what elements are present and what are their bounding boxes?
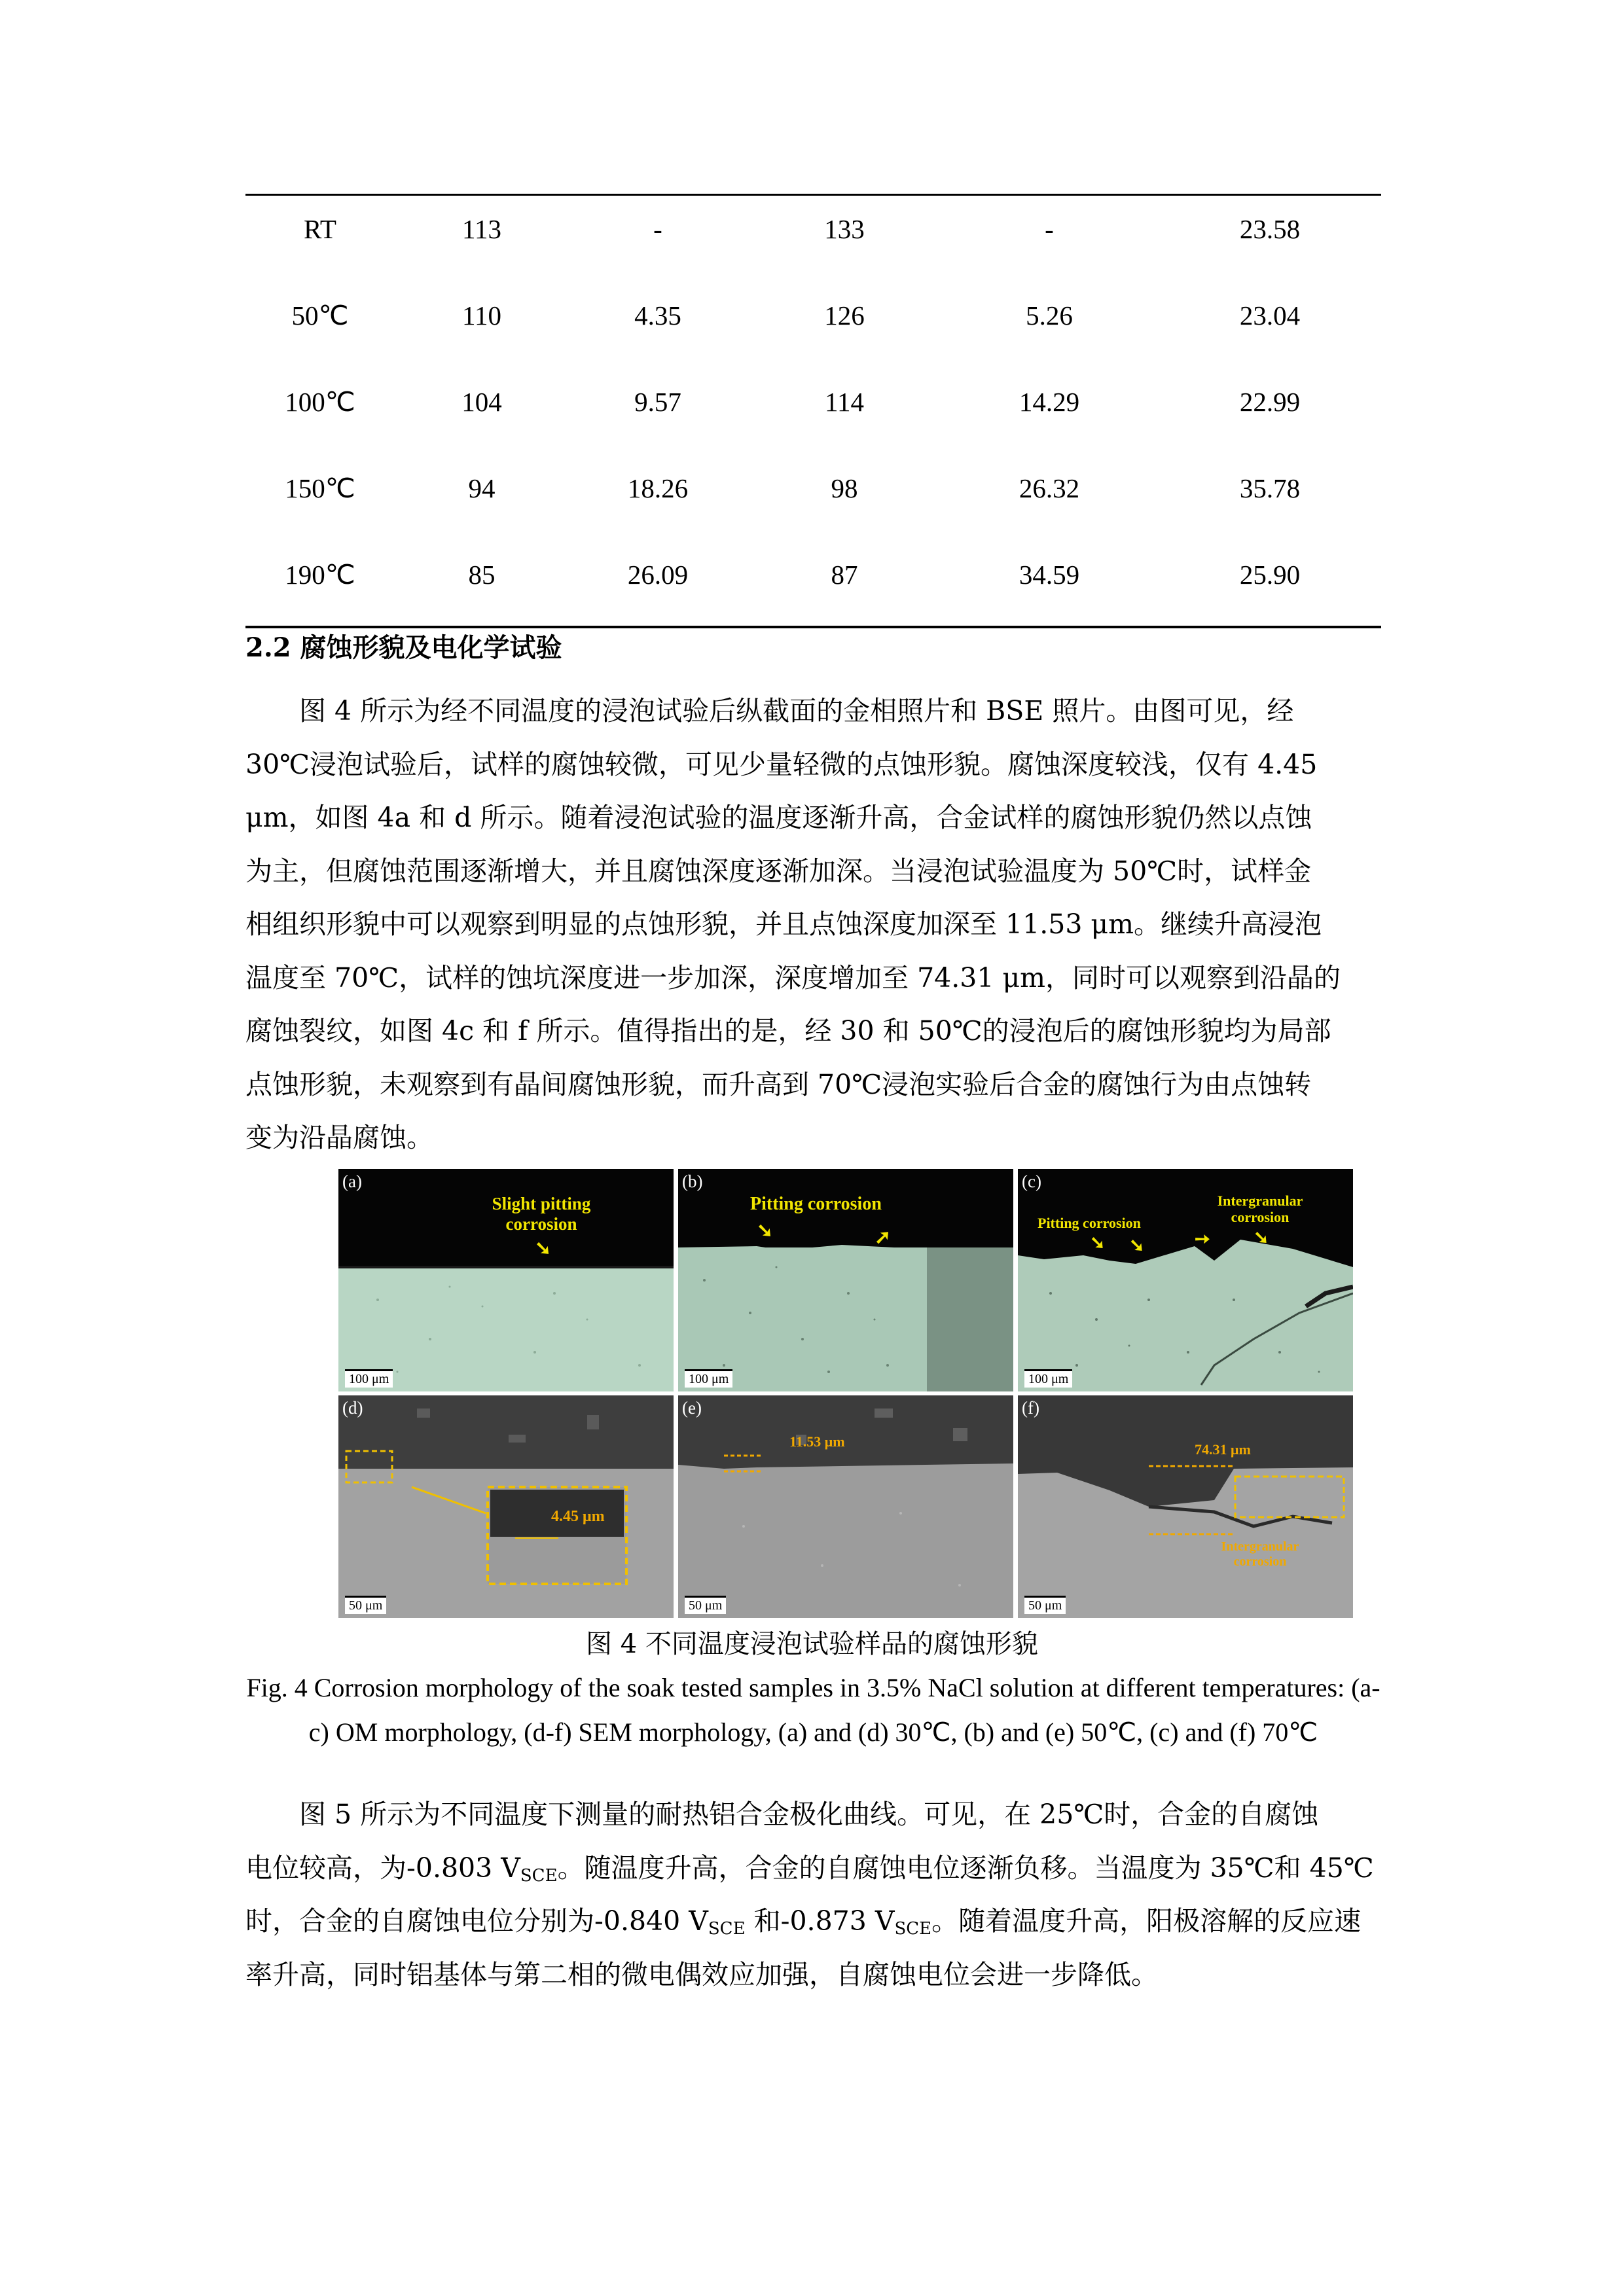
- table-cell: 100℃: [285, 387, 355, 417]
- scale-bar: 50 μm: [345, 1596, 386, 1614]
- table-cell: -: [1045, 214, 1054, 244]
- micrograph-d: [338, 1395, 674, 1618]
- scale-bar: 50 μm: [1024, 1596, 1066, 1614]
- figure-4: [338, 1169, 1353, 1621]
- table-cell: 14.29: [1019, 387, 1080, 417]
- table-cell: -: [653, 214, 662, 244]
- micrograph-e: [678, 1395, 1013, 1618]
- scale-bar: 100 μm: [685, 1369, 732, 1388]
- arrow-icon: ➘: [1254, 1228, 1269, 1248]
- table-cell: 85: [468, 560, 496, 590]
- paragraph-2: [245, 1788, 1381, 2001]
- paragraph-line: 30℃浸泡试验后，试样的腐蚀较微，可见少量轻微的点蚀形貌。腐蚀深度较浅，仅有 4.45: [245, 748, 1318, 780]
- arrow-icon: ➚: [875, 1227, 892, 1248]
- panel-e-sem-image: [678, 1395, 1013, 1618]
- table-row: [245, 469, 1381, 508]
- table-cell: 4.35: [634, 300, 681, 331]
- table-cell: 190℃: [285, 560, 355, 590]
- depth-label: 74.31 μm: [1195, 1441, 1251, 1458]
- table-row: [245, 296, 1381, 335]
- annotation: Intergranular corrosion: [1217, 1193, 1303, 1226]
- arrow-icon: ➘: [535, 1238, 552, 1259]
- paragraph-line: 相组织形貌中可以观察到明显的点蚀形貌，并且点蚀深度加深至 11.53 μm。继续升高浸泡: [245, 908, 1322, 940]
- panel-c-om-image: [1018, 1169, 1353, 1391]
- paragraph-line: 图 4 所示为经不同温度的浸泡试验后纵截面的金相照片和 BSE 照片。由图可见，经: [299, 695, 1294, 726]
- panel-label: (c): [1022, 1172, 1041, 1191]
- paragraph-line: 率升高，同时铝基体与第二相的微电偶效应加强，自腐蚀电位会进一步降低。: [245, 1958, 1158, 1990]
- table-cell: 50℃: [291, 300, 349, 331]
- scale-bar: 100 μm: [1024, 1369, 1072, 1388]
- panel-d-sem-image: [338, 1395, 674, 1618]
- paragraph-line: 点蚀形貌，未观察到有晶间腐蚀形貌，而升高到 70℃浸泡实验后合金的腐蚀行为由点蚀转: [245, 1068, 1312, 1100]
- table-cell: 98: [831, 473, 858, 503]
- text-run: 时，合金的自腐蚀电位分别为-0.840 V: [245, 1905, 708, 1937]
- table-cell: 94: [468, 473, 496, 503]
- panel-label: (a): [342, 1172, 362, 1191]
- annotation: Intergranular corrosion: [1221, 1539, 1299, 1569]
- subscript: SCE: [520, 1865, 558, 1886]
- paragraph-line: 为主，但腐蚀范围逐渐增大，并且腐蚀深度逐渐加深。当浸泡试验温度为 50℃时，试样金: [245, 855, 1312, 887]
- subscript: SCE: [894, 1919, 932, 1939]
- paragraph-line: 腐蚀裂纹，如图 4c 和 f 所示。值得指出的是，经 30 和 50℃的浸泡后的腐蚀形貌均为局部: [245, 1015, 1331, 1047]
- panel-b-om-image: [678, 1169, 1013, 1391]
- table-cell: 104: [461, 387, 502, 417]
- table-cell: 18.26: [627, 473, 689, 503]
- table-row: [245, 382, 1381, 422]
- text-run: 和-0.873 V: [745, 1905, 895, 1937]
- text-run: 电位较高，为-0.803 V: [245, 1852, 520, 1884]
- table-cell: 25.90: [1239, 560, 1301, 590]
- table-cell: 113: [462, 214, 501, 244]
- annotation: Slight pitting corrosion: [492, 1194, 591, 1234]
- table-cell: RT: [304, 214, 336, 244]
- subscript: SCE: [708, 1919, 746, 1939]
- section-heading: 2.2 腐蚀形貌及电化学试验: [245, 632, 562, 663]
- paragraph-line: [245, 1842, 1381, 1895]
- figure-caption-cn: 图 4 不同温度浸泡试验样品的腐蚀形貌: [586, 1629, 1038, 1659]
- table-cell: 5.26: [1026, 300, 1073, 331]
- table-row: [245, 209, 1381, 249]
- table-cell: 110: [462, 300, 501, 331]
- figure-caption-en: Fig. 4 Corrosion morphology of the soak tested samples in 3.5% NaCl solution at different temperatures: (a-c) OM morphology, (d-f) SEM morphology, (a) and (d) 30℃, (b) and (e) 50℃, (c) and (f) 70℃: [246, 1673, 1380, 1747]
- panel-label: (d): [342, 1398, 363, 1418]
- table-cell: 26.09: [627, 560, 689, 590]
- paragraph-line: μm，如图 4a 和 d 所示。随着浸泡试验的温度逐渐升高，合金试样的腐蚀形貌仍然以点蚀: [245, 802, 1312, 833]
- annotation: Pitting corrosion: [750, 1194, 882, 1214]
- scale-bar: 100 μm: [345, 1369, 393, 1388]
- table-row: [245, 555, 1381, 594]
- table-cell: 26.32: [1019, 473, 1080, 503]
- annotation: Pitting corrosion: [1038, 1215, 1141, 1231]
- table-cell: 150℃: [285, 473, 355, 503]
- table-cell: 126: [824, 300, 865, 331]
- text-run: 。随着温度升高，阳极溶解的反应速: [931, 1905, 1362, 1937]
- table-cell: 9.57: [634, 387, 681, 417]
- panel-f-sem-image: [1018, 1395, 1353, 1618]
- scale-bar: 50 μm: [685, 1596, 726, 1614]
- depth-label: 4.45 μm: [551, 1508, 605, 1525]
- panel-label: (b): [682, 1172, 703, 1191]
- table-top-rule: [245, 194, 1381, 196]
- micrograph-f: [1018, 1395, 1353, 1618]
- table-cell: 22.99: [1239, 387, 1301, 417]
- paragraph-line: 图 5 所示为不同温度下测量的耐热铝合金极化曲线。可见，在 25℃时，合金的自腐蚀: [299, 1799, 1319, 1830]
- depth-label: 11.53 μm: [789, 1433, 845, 1450]
- table-cell: 114: [825, 387, 864, 417]
- table-cell: 35.78: [1239, 473, 1301, 503]
- panel-label: (f): [1022, 1398, 1039, 1418]
- arrow-icon: ➘: [1129, 1236, 1145, 1256]
- panel-a-om-image: [338, 1169, 674, 1391]
- paragraph-line: 变为沿晶腐蚀。: [245, 1122, 433, 1153]
- panel-label: (e): [682, 1398, 702, 1418]
- paragraph-line: [245, 1895, 1381, 1948]
- arrow-icon: ➘: [757, 1220, 774, 1242]
- paragraph-1: [245, 685, 1381, 1165]
- table-cell: 23.04: [1239, 300, 1301, 331]
- arrow-icon: ➘: [1090, 1233, 1106, 1253]
- table-cell: 34.59: [1019, 560, 1080, 590]
- table-cell: 133: [824, 214, 865, 244]
- arrow-icon: ➙: [1195, 1229, 1210, 1249]
- text-run: 。随温度升高，合金的自腐蚀电位逐渐负移。当温度为 35℃和 45℃: [557, 1852, 1374, 1884]
- paragraph-line: 温度至 70℃，试样的蚀坑深度进一步加深，深度增加至 74.31 μm，同时可以观察到沿晶的: [245, 961, 1341, 994]
- table-cell: 23.58: [1239, 214, 1301, 244]
- table-cell: 87: [831, 560, 858, 590]
